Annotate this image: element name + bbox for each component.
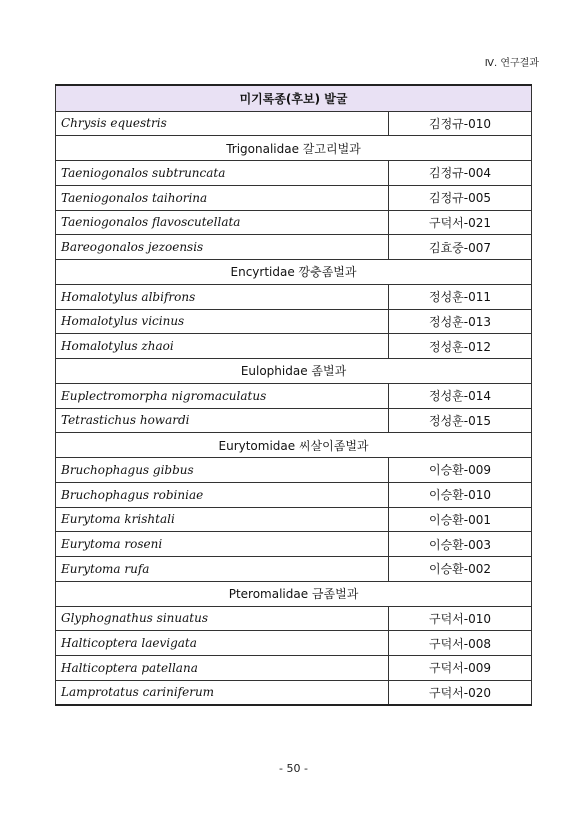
species-name: Chrysis equestris [56, 111, 389, 136]
species-table [55, 84, 532, 706]
table-row [56, 631, 532, 656]
specimen-code: 이승환-001 [389, 507, 532, 532]
specimen-code: 이승환-010 [389, 482, 532, 507]
table-row [56, 210, 532, 235]
table-row [56, 557, 532, 582]
species-name: Eurytoma rufa [56, 557, 389, 582]
specimen-code: 구덕서-008 [389, 631, 532, 656]
species-table-body [56, 85, 532, 705]
species-name: Glyphognathus sinuatus [56, 606, 389, 631]
table-row [56, 482, 532, 507]
species-name: Eurytoma roseni [56, 532, 389, 557]
specimen-code: 이승환-002 [389, 557, 532, 582]
table-row [56, 656, 532, 681]
family-label: Encyrtidae 깡충좀벌과 [56, 260, 532, 285]
specimen-code: 구덕서-021 [389, 210, 532, 235]
table-row [56, 680, 532, 705]
table-row [56, 334, 532, 359]
specimen-code: 정성훈-012 [389, 334, 532, 359]
specimen-code: 정성훈-011 [389, 284, 532, 309]
table-row [56, 161, 532, 186]
family-row [56, 260, 532, 285]
family-row [56, 359, 532, 384]
family-row [56, 581, 532, 606]
table-row [56, 383, 532, 408]
family-label: Eurytomidae 씨살이좀벌과 [56, 433, 532, 458]
specimen-code: 김정규-010 [389, 111, 532, 136]
specimen-code: 이승환-009 [389, 458, 532, 483]
species-name: Tetrastichus howardi [56, 408, 389, 433]
table-row [56, 606, 532, 631]
specimen-code: 정성훈-013 [389, 309, 532, 334]
table-row [56, 532, 532, 557]
species-name: Bruchophagus robiniae [56, 482, 389, 507]
species-name: Lamprotatus cariniferum [56, 680, 389, 705]
family-label: Eulophidae 좀벌과 [56, 359, 532, 384]
table-row [56, 408, 532, 433]
table-row [56, 284, 532, 309]
table-row [56, 507, 532, 532]
specimen-code: 구덕서-009 [389, 656, 532, 681]
running-header: Ⅳ. 연구결과 [484, 58, 539, 69]
table-row [56, 185, 532, 210]
table-row [56, 309, 532, 334]
species-name: Homalotylus vicinus [56, 309, 389, 334]
table-title-row [56, 85, 532, 111]
specimen-code: 김정규-004 [389, 161, 532, 186]
specimen-code: 구덕서-020 [389, 680, 532, 705]
species-name: Bareogonalos jezoensis [56, 235, 389, 260]
family-row [56, 433, 532, 458]
species-name: Eurytoma krishtali [56, 507, 389, 532]
species-name: Taeniogonalos taihorina [56, 185, 389, 210]
species-name: Euplectromorpha nigromaculatus [56, 383, 389, 408]
specimen-code: 이승환-003 [389, 532, 532, 557]
specimen-code: 김효중-007 [389, 235, 532, 260]
table-title: 미기록종(후보) 발굴 [56, 85, 532, 111]
species-name: Homalotylus zhaoi [56, 334, 389, 359]
specimen-code: 정성훈-014 [389, 383, 532, 408]
specimen-code: 구덕서-010 [389, 606, 532, 631]
species-name: Taeniogonalos flavoscutellata [56, 210, 389, 235]
specimen-code: 정성훈-015 [389, 408, 532, 433]
species-name: Halticoptera patellana [56, 656, 389, 681]
page-number: - 50 - [279, 762, 308, 775]
species-name: Bruchophagus gibbus [56, 458, 389, 483]
specimen-code: 김정규-005 [389, 185, 532, 210]
table-row [56, 111, 532, 136]
table-row [56, 235, 532, 260]
species-name: Taeniogonalos subtruncata [56, 161, 389, 186]
family-label: Trigonalidae 갈고리벌과 [56, 136, 532, 161]
family-row [56, 136, 532, 161]
species-name: Homalotylus albifrons [56, 284, 389, 309]
species-name: Halticoptera laevigata [56, 631, 389, 656]
family-label: Pteromalidae 금좀벌과 [56, 581, 532, 606]
table-row [56, 458, 532, 483]
